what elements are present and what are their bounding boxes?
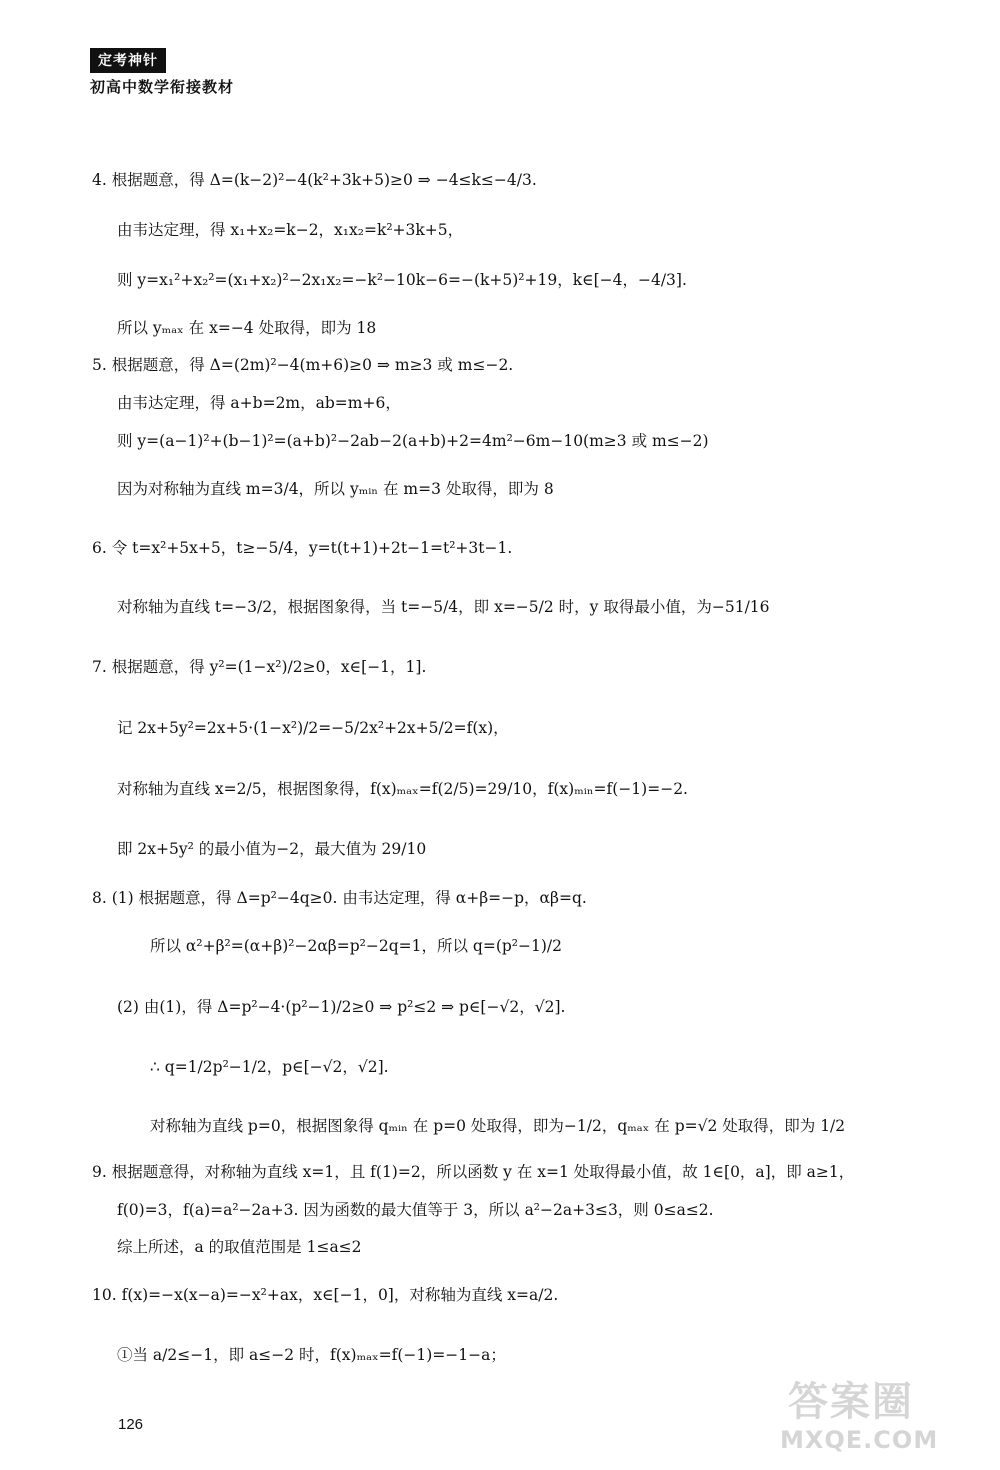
- solution-line: 由韦达定理，得 x₁+x₂=k−2，x₁x₂=k²+3k+5，: [117, 221, 464, 239]
- solution-line: (2) 由(1)，得 Δ=p²−4·(p²−1)/2≥0 ⇒ p²≤2 ⇒ p∈[−√2，√2].: [117, 998, 566, 1016]
- solution-line: 所以 α²+β²=(α+β)²−2αβ=p²−2q=1，所以 q=(p²−1)/2: [150, 937, 562, 955]
- solution-line: 10. f(x)=−x(x−a)=−x²+ax，x∈[−1，0]，对称轴为直线 x=a/2.: [92, 1286, 559, 1304]
- solution-line: 综上所述，a 的取值范围是 1≤a≤2: [117, 1238, 362, 1256]
- solution-line: 由韦达定理，得 a+b=2m，ab=m+6，: [117, 394, 401, 412]
- solution-line: 对称轴为直线 x=2/5，根据图象得，f(x)ₘₐₓ=f(2/5)=29/10，f(x)ₘᵢₙ=f(−1)=−2.: [117, 780, 688, 798]
- solution-line: 则 y=(a−1)²+(b−1)²=(a+b)²−2ab−2(a+b)+2=4m²−6m−10(m≥3 或 m≤−2): [117, 432, 709, 450]
- watermark-url: MXQE.COM: [780, 1426, 939, 1454]
- solution-line: 即 2x+5y² 的最小值为−2，最大值为 29/10: [117, 840, 427, 858]
- solution-line: 6. 令 t=x²+5x+5，t≥−5/4，y=t(t+1)+2t−1=t²+3t−1.: [92, 539, 513, 557]
- solution-line: 因为对称轴为直线 m=3/4，所以 yₘᵢₙ 在 m=3 处取得，即为 8: [117, 480, 554, 498]
- watermark-logo-text: 答案圈: [788, 1379, 914, 1425]
- solution-line: 4. 根据题意，得 Δ=(k−2)²−4(k²+3k+5)≥0 ⇒ −4≤k≤−4/3.: [92, 171, 537, 189]
- solution-line: 则 y=x₁²+x₂²=(x₁+x₂)²−2x₁x₂=−k²−10k−6=−(k+5)²+19，k∈[−4，−4/3].: [117, 271, 687, 289]
- solution-line: 5. 根据题意，得 Δ=(2m)²−4(m+6)≥0 ⇒ m≥3 或 m≤−2.: [92, 356, 514, 374]
- solution-line: 记 2x+5y²=2x+5·(1−x²)/2=−5/2x²+2x+5/2=f(x)，: [117, 719, 509, 737]
- solution-line: ∴ q=1/2p²−1/2，p∈[−√2，√2].: [150, 1058, 389, 1076]
- solution-line: 对称轴为直线 t=−3/2，根据图象得，当 t=−5/4，即 x=−5/2 时，y 取得最小值，为−51/16: [117, 598, 770, 616]
- book-series-badge: 定考神针: [90, 48, 166, 73]
- page-number: 126: [118, 1416, 144, 1433]
- solution-line: 所以 yₘₐₓ 在 x=−4 处取得，即为 18: [117, 319, 377, 337]
- book-subtitle: 初高中数学衔接教材: [90, 78, 235, 96]
- solution-line: 7. 根据题意，得 y²=(1−x²)/2≥0，x∈[−1，1].: [92, 658, 427, 676]
- solution-line: 对称轴为直线 p=0，根据图象得 qₘᵢₙ 在 p=0 处取得，即为−1/2，qₘₐₓ 在 p=√2 处取得，即为 1/2: [150, 1117, 846, 1135]
- watermark: [780, 1370, 980, 1460]
- solution-line: 9. 根据题意得，对称轴为直线 x=1，且 f(1)=2，所以函数 y 在 x=1 处取得最小值，故 1∈[0，a]，即 a≥1，: [92, 1163, 855, 1181]
- solution-line: f(0)=3，f(a)=a²−2a+3. 因为函数的最大值等于 3，所以 a²−2a+3≤3，则 0≤a≤2.: [117, 1201, 714, 1219]
- solution-line: ①当 a/2≤−1，即 a≤−2 时，f(x)ₘₐₓ=f(−1)=−1−a；: [117, 1346, 506, 1364]
- solution-line: 8. (1) 根据题意，得 Δ=p²−4q≥0. 由韦达定理，得 α+β=−p，αβ=q.: [92, 889, 587, 907]
